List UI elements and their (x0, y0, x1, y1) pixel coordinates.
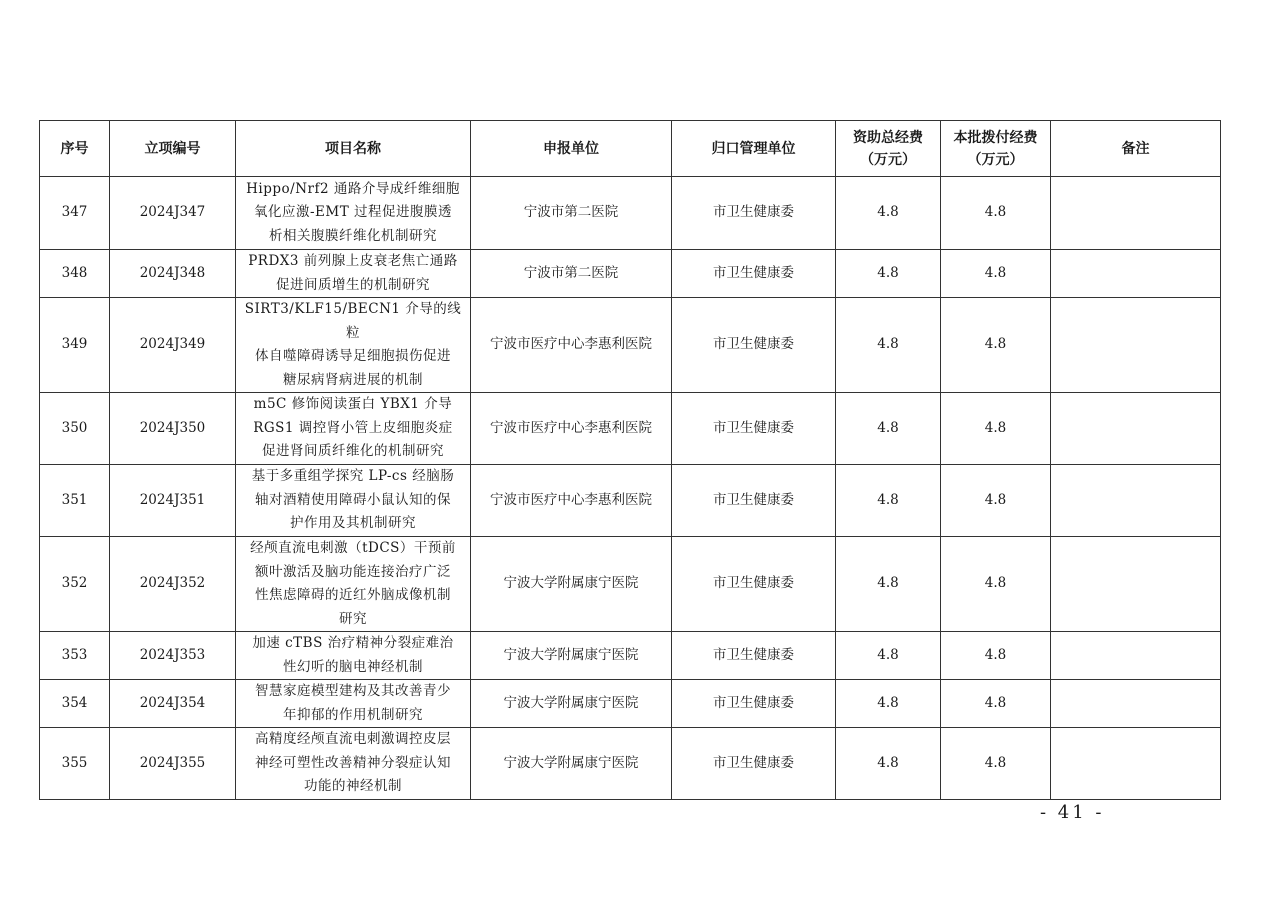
batch-funding-cell: 4.8 (941, 632, 1051, 680)
note-cell (1051, 632, 1221, 680)
name-line: 促进间质增生的机制研究 (276, 276, 430, 293)
name-cell (236, 537, 471, 632)
seq-cell: 352 (40, 537, 110, 632)
applicant-cell: 宁波市医疗中心李惠利医院 (471, 465, 672, 537)
manager-cell: 市卫生健康委 (672, 632, 836, 680)
code-cell: 2024J354 (110, 680, 236, 728)
manager-cell: 市卫生健康委 (672, 728, 836, 800)
name-line: 性幻听的脑电神经机制 (283, 658, 423, 675)
grant-table (39, 120, 1221, 800)
code-cell: 2024J355 (110, 728, 236, 800)
code-cell: 2024J352 (110, 537, 236, 632)
seq-cell: 351 (40, 465, 110, 537)
name-line: 性焦虑障碍的近红外脑成像机制 (255, 587, 451, 603)
batch-funding-cell: 4.8 (941, 393, 1051, 465)
total-funding-cell: 4.8 (836, 728, 941, 800)
name-line: 析相关腹膜纤维化机制研究 (269, 227, 437, 244)
table-row (40, 537, 1221, 632)
table-row (40, 177, 1221, 250)
name-line: 高精度经颅直流电刺激调控皮层 (255, 731, 451, 748)
name-line: 经颅直流电刺激（tDCS）干预前 (250, 540, 456, 556)
name-line: 护作用及其机制研究 (290, 515, 416, 532)
total-funding-cell: 4.8 (836, 632, 941, 680)
name-line: 基于多重组学探究 LP-cs 经脑肠 (251, 468, 455, 485)
batch-funding-cell: 4.8 (941, 250, 1051, 298)
name-cell (236, 250, 471, 298)
name-cell (236, 465, 471, 537)
header-total-funding: 资助总经费 （万元） (836, 121, 941, 177)
batch-funding-cell: 4.8 (941, 537, 1051, 632)
name-line: 轴对酒精使用障碍小鼠认知的保 (255, 491, 451, 508)
note-cell (1051, 250, 1221, 298)
page-number: - 41 - (1040, 802, 1105, 823)
name-line: 年抑郁的作用机制研究 (283, 706, 423, 723)
name-line: SIRT3/KLF15/BECN1 介导的线粒 (244, 301, 462, 341)
name-line: 氧化应激-EMT 过程促进腹膜透 (253, 204, 453, 221)
header-note: 备注 (1051, 121, 1221, 177)
name-line: 体自噬障碍诱导足细胞损伤促进 (255, 348, 451, 364)
batch-funding-cell: 4.8 (941, 680, 1051, 728)
table-row (40, 632, 1221, 680)
seq-cell: 350 (40, 393, 110, 465)
note-cell (1051, 537, 1221, 632)
note-cell (1051, 177, 1221, 250)
seq-cell: 353 (40, 632, 110, 680)
applicant-cell: 宁波大学附属康宁医院 (471, 537, 672, 632)
name-line: 智慧家庭模型建构及其改善青少 (255, 683, 451, 699)
header-manager: 归口管理单位 (672, 121, 836, 177)
seq-cell: 355 (40, 728, 110, 800)
name-cell (236, 177, 471, 250)
header-seq: 序号 (40, 121, 110, 177)
applicant-cell: 宁波大学附属康宁医院 (471, 632, 672, 680)
header-batch-funding: 本批拨付经费 （万元） (941, 121, 1051, 177)
name-line: Hippo/Nrf2 通路介导成纤维细胞 (246, 180, 460, 197)
table-row (40, 250, 1221, 298)
applicant-cell: 宁波市第二医院 (471, 177, 672, 250)
header-name: 项目名称 (236, 121, 471, 177)
name-cell (236, 298, 471, 393)
name-line: 研究 (339, 610, 367, 627)
manager-cell: 市卫生健康委 (672, 177, 836, 250)
applicant-cell: 宁波市第二医院 (471, 250, 672, 298)
note-cell (1051, 680, 1221, 728)
total-funding-cell: 4.8 (836, 465, 941, 537)
batch-funding-cell: 4.8 (941, 465, 1051, 537)
manager-cell: 市卫生健康委 (672, 393, 836, 465)
name-line: 促进肾间质纤维化的机制研究 (262, 443, 444, 460)
note-cell (1051, 393, 1221, 465)
total-funding-cell: 4.8 (836, 537, 941, 632)
total-funding-cell: 4.8 (836, 680, 941, 728)
applicant-cell: 宁波市医疗中心李惠利医院 (471, 298, 672, 393)
name-line: 功能的神经机制 (304, 778, 402, 795)
code-cell: 2024J351 (110, 465, 236, 537)
batch-funding-cell: 4.8 (941, 177, 1051, 250)
table-row (40, 465, 1221, 537)
code-cell: 2024J353 (110, 632, 236, 680)
manager-cell: 市卫生健康委 (672, 465, 836, 537)
name-line: m5C 修饰阅读蛋白 YBX1 介导 (253, 396, 453, 413)
name-line: RGS1 调控肾小管上皮细胞炎症 (253, 419, 453, 436)
name-line: 加速 cTBS 治疗精神分裂症难治 (252, 635, 454, 651)
code-cell: 2024J349 (110, 298, 236, 393)
table-row (40, 680, 1221, 728)
manager-cell: 市卫生健康委 (672, 680, 836, 728)
total-funding-cell: 4.8 (836, 250, 941, 298)
batch-funding-cell: 4.8 (941, 298, 1051, 393)
note-cell (1051, 728, 1221, 800)
name-line: 额叶激活及脑功能连接治疗广泛 (255, 563, 451, 580)
manager-cell: 市卫生健康委 (672, 298, 836, 393)
header-code: 立项编号 (110, 121, 236, 177)
total-funding-cell: 4.8 (836, 298, 941, 393)
total-funding-cell: 4.8 (836, 177, 941, 250)
name-line: PRDX3 前列腺上皮衰老焦亡通路 (248, 253, 458, 269)
table-header-row (40, 121, 1221, 177)
code-cell: 2024J348 (110, 250, 236, 298)
table-row (40, 298, 1221, 393)
table-row (40, 393, 1221, 465)
code-cell: 2024J347 (110, 177, 236, 250)
code-cell: 2024J350 (110, 393, 236, 465)
applicant-cell: 宁波市医疗中心李惠利医院 (471, 393, 672, 465)
name-cell (236, 393, 471, 465)
batch-funding-cell: 4.8 (941, 728, 1051, 800)
applicant-cell: 宁波大学附属康宁医院 (471, 680, 672, 728)
seq-cell: 348 (40, 250, 110, 298)
name-line: 神经可塑性改善精神分裂症认知 (255, 754, 451, 771)
name-line: 糖尿病肾病进展的机制 (283, 371, 423, 388)
table-body (40, 177, 1221, 800)
seq-cell: 349 (40, 298, 110, 393)
table-row (40, 728, 1221, 800)
name-cell (236, 680, 471, 728)
seq-cell: 347 (40, 177, 110, 250)
header-applicant: 申报单位 (471, 121, 672, 177)
manager-cell: 市卫生健康委 (672, 250, 836, 298)
name-cell (236, 728, 471, 800)
note-cell (1051, 465, 1221, 537)
note-cell (1051, 298, 1221, 393)
manager-cell: 市卫生健康委 (672, 537, 836, 632)
total-funding-cell: 4.8 (836, 393, 941, 465)
name-cell (236, 632, 471, 680)
seq-cell: 354 (40, 680, 110, 728)
applicant-cell: 宁波大学附属康宁医院 (471, 728, 672, 800)
